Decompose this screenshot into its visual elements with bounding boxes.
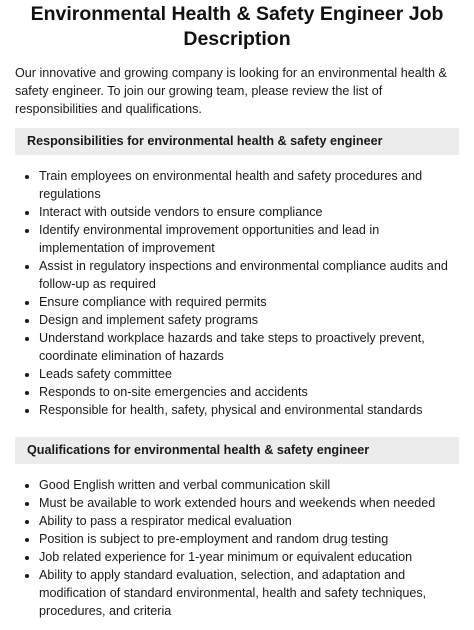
- list-item: • Train employees on environmental health and safety procedures and regulations: [39, 167, 459, 203]
- intro-paragraph: Our innovative and growing company is looking for an environmental health & safety engineer. To join our growing team, please review the list of responsibilities and qualifications.: [15, 66, 447, 116]
- list-item: • Responsible for health, safety, physical and environmental standards: [39, 401, 459, 419]
- page-title: Environmental Health & Safety Engineer Job Description: [30, 3, 444, 50]
- list-item: • Ability to pass a respirator medical evaluation: [39, 512, 459, 530]
- responsibilities-list: [15, 167, 459, 419]
- list-item: • Interact with outside vendors to ensure compliance: [39, 203, 459, 221]
- qualifications-heading: Qualifications for environmental health & safety engineer: [15, 437, 459, 464]
- list-item: • Understand workplace hazards and take steps to proactively prevent, coordinate elimination of hazards: [39, 329, 459, 365]
- list-item: • Position is subject to pre-employment and random drug testing: [39, 530, 459, 548]
- qualifications-list: [15, 476, 459, 620]
- list-item: • Identify environmental improvement opportunities and lead in implementation of improvement: [39, 221, 459, 257]
- list-item: • Good English written and verbal communication skill: [39, 476, 459, 494]
- list-item: • Leads safety committee: [39, 365, 459, 383]
- list-item: • Job related experience for 1-year minimum or equivalent education: [39, 548, 459, 566]
- list-item: • Responds to on-site emergencies and accidents: [39, 383, 459, 401]
- list-item: • Design and implement safety programs: [39, 311, 459, 329]
- list-item: • Ability to apply standard evaluation, selection, and adaptation and modification of standard environmental, health and safety techniques, procedures, and criteria: [39, 566, 459, 620]
- responsibilities-heading: Responsibilities for environmental health & safety engineer: [15, 128, 459, 155]
- list-item: • Ensure compliance with required permits: [39, 293, 459, 311]
- list-item: • Must be available to work extended hours and weekends when needed: [39, 494, 459, 512]
- list-item: • Assist in regulatory inspections and environmental compliance audits and follow-up as required: [39, 257, 459, 293]
